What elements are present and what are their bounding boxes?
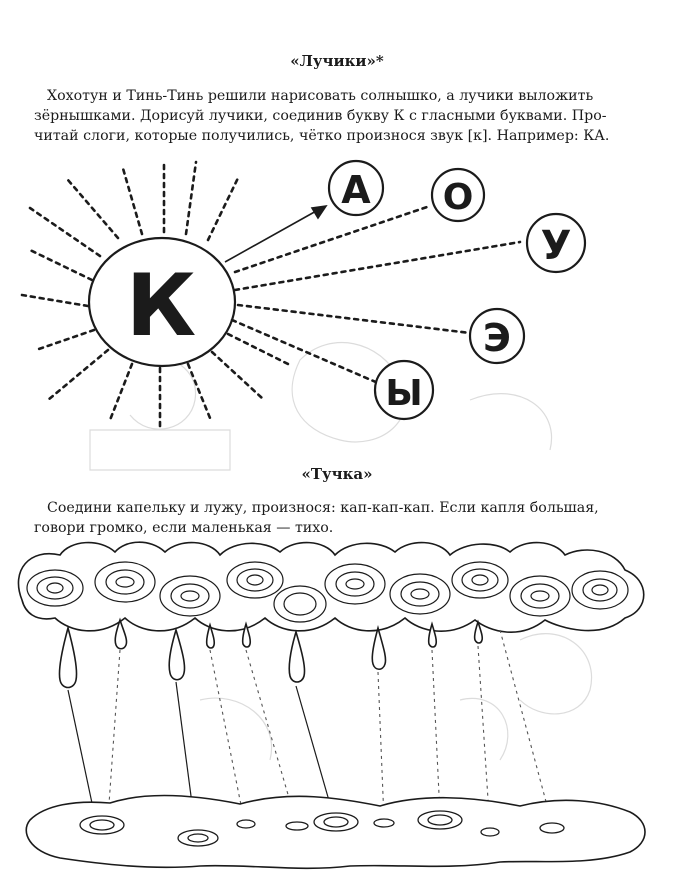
sun-letter-k: К (125, 256, 197, 356)
vowel-circle-u (527, 214, 585, 272)
vowel-circle-y (375, 361, 433, 419)
vowel-letter: Э (483, 316, 511, 360)
vowel-circle-e (470, 309, 524, 363)
instruction-line: зёрнышками. Дорисуй лучики, соединив букву К с гласными буквами. Про- (34, 108, 607, 124)
vowel-letter: А (341, 168, 371, 212)
vowel-circle-o (432, 169, 484, 221)
section-title-luchiki: «Лучики»* (290, 52, 384, 70)
sun-with-letter-k (89, 238, 235, 366)
instruction-line: Хохотун и Тинь-Тинь решили нарисовать солнышко, а лучики выложить (47, 88, 594, 104)
raindrops (59, 620, 482, 688)
instruction-line: Соедини капельку и лужу, произнося: кап-кап-кап. Если капля большая, (47, 500, 599, 516)
vowel-letter: У (540, 223, 572, 269)
vowel-letter: Ы (385, 373, 423, 414)
instruction-line: читай слоги, которые получились, чётко произнося звук [к]. Например: КА. (34, 128, 610, 144)
tuchka-instructions (34, 498, 654, 538)
vowel-circle-a (329, 161, 383, 215)
section-title-tuchka: «Тучка» (301, 465, 373, 483)
vowel-letter: О (442, 177, 474, 218)
vowel-connecting-rays (232, 206, 520, 383)
example-arrow-k-to-a (225, 206, 326, 262)
instruction-line: говори громко, если маленькая — тихо. (34, 520, 334, 536)
rain-cloud (18, 542, 643, 632)
puddle-ground (26, 795, 645, 868)
